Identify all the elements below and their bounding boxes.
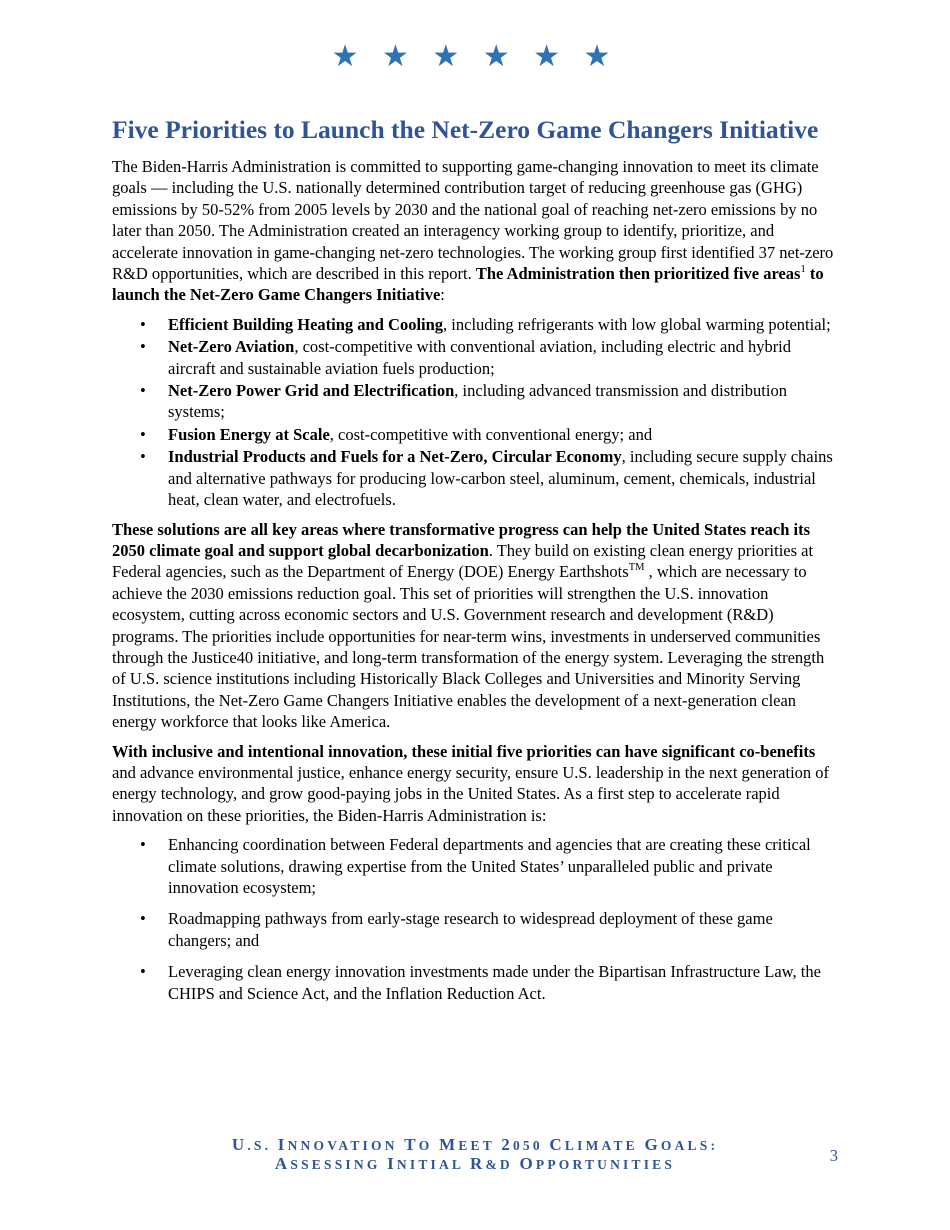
priority-title: Efficient Building Heating and Cooling: [168, 314, 444, 334]
list-item: [112, 908, 840, 951]
priority-text: , including secure supply chains and alternative pathways for producing low-carbon steel, aluminum, cement, chemicals, industrial heat, clean water, and electrofuels.: [168, 447, 833, 510]
step-text: Enhancing coordination between Federal departments and agencies that are creating these critical climate solutions, drawing expertise from the United States’ unparalleled public and private innovation ecosystem;: [168, 835, 811, 897]
section-heading: Five Priorities to Launch the Net-Zero Game Changers Initiative: [112, 115, 819, 144]
bullet-icon: •: [140, 835, 146, 855]
list-item: [112, 314, 840, 335]
priority-text: , cost-competitive with conventional energy; and: [329, 424, 653, 444]
page-number: 3: [829, 1146, 838, 1165]
footer-line-1: U.S. INNOVATION TO MEET 2050 CLIMATE GOALS:: [231, 1135, 719, 1154]
bullet-icon: •: [140, 381, 146, 401]
trademark-mark: TM: [628, 561, 645, 573]
list-item: [112, 380, 840, 423]
intro-text: The Biden-Harris Administration is committed to supporting game-changing innovation to meet its climate goals — including the U.S. nationally determined contribution target of reducing greenhouse gas (GHG) emissions by 50-52% from 2005 levels by 2030 and the national goal of reaching net-zero emissions by no later than 2050. The Administration created an interagency working group to identify, prioritize, and accelerate innovation in game-changing net-zero technologies. The working group first identified 37 net-zero R&D opportunities, which are described in this report.: [112, 157, 834, 284]
priority-text: , including advanced transmission and distribution systems;: [168, 381, 787, 422]
priority-text: , including refrigerants with low global warming potential;: [443, 314, 831, 334]
solutions-paragraph: [112, 519, 840, 733]
footer-title: [0, 1136, 950, 1174]
steps-list: [112, 834, 840, 1004]
priority-title: Net-Zero Power Grid and Electrification: [168, 381, 455, 401]
inclusive-paragraph: [112, 741, 840, 827]
step-text: Leveraging clean energy innovation investments made under the Bipartisan Infrastructure Law, the CHIPS and Science Act, and the Inflation Reduction Act.: [168, 962, 821, 1003]
intro-paragraph: [112, 156, 840, 306]
page-content: [112, 114, 840, 1012]
list-item: [112, 446, 840, 510]
list-item: [112, 961, 840, 1004]
solutions-text-a: . They build on existing clean energy priorities at Federal agencies, such as the Department of Energy (DOE) Energy Earthshots: [112, 540, 814, 582]
intro-bold-b: to launch the Net-Zero Game Changers Initiative: [112, 264, 824, 305]
inclusive-text: and advance environmental justice, enhance energy security, ensure U.S. leadership in the next generation of energy technology, and grow good-paying jobs in the United States. As a first step to accelerate rapid innovation on these priorities, the Biden-Harris Administration is:: [112, 762, 830, 825]
priority-title: Industrial Products and Fuels for a Net-Zero, Circular Economy: [168, 447, 622, 467]
bullet-icon: •: [140, 337, 146, 357]
intro-tail: :: [440, 285, 445, 305]
bullet-icon: •: [140, 314, 146, 334]
inclusive-bold: With inclusive and intentional innovation, these initial five priorities can have significant co-benefits: [112, 741, 816, 761]
bullet-icon: •: [140, 447, 146, 467]
priorities-list: [112, 314, 840, 511]
step-text: Roadmapping pathways from early-stage research to widespread deployment of these game changers; and: [168, 909, 773, 950]
solutions-text-b: , which are necessary to achieve the 2030 emissions reduction goal. This set of priorities will strengthen the U.S. innovation ecosystem, cutting across economic sectors and U.S. Government research and development (R&D) programs. The priorities include opportunities for near-term wins, investments in underserved communities through the Justice40 initiative, and long-term transformation of the energy system. Leveraging the strength of U.S. science institutions including Historically Black Colleges and Universities and Minority Serving Institutions, the Net-Zero Game Changers Initiative enables the development of a next-generation clean energy workforce that looks like America.: [112, 562, 825, 732]
bullet-icon: •: [140, 962, 146, 982]
list-item: [112, 424, 840, 445]
priority-title: Net-Zero Aviation: [168, 337, 295, 357]
bullet-icon: •: [140, 909, 146, 929]
list-item: [112, 834, 840, 898]
footnote-ref[interactable]: 1: [800, 263, 806, 275]
solutions-bold: These solutions are all key areas where transformative progress can help the United States reach its 2050 climate goal and support global decarbonization: [112, 519, 810, 560]
bullet-icon: •: [140, 424, 146, 444]
list-item: [112, 336, 840, 379]
footer-line-2: ASSESSING INITIAL R&D OPPORTUNITIES: [274, 1154, 676, 1173]
priority-title: Fusion Energy at Scale: [168, 424, 330, 444]
intro-bold-a: The Administration then prioritized five areas: [475, 264, 801, 284]
header-stars: ★ ★ ★ ★ ★ ★: [331, 40, 619, 73]
priority-text: , cost-competitive with conventional aviation, including electric and hybrid aircraft and sustainable aviation fuels production;: [168, 337, 792, 378]
